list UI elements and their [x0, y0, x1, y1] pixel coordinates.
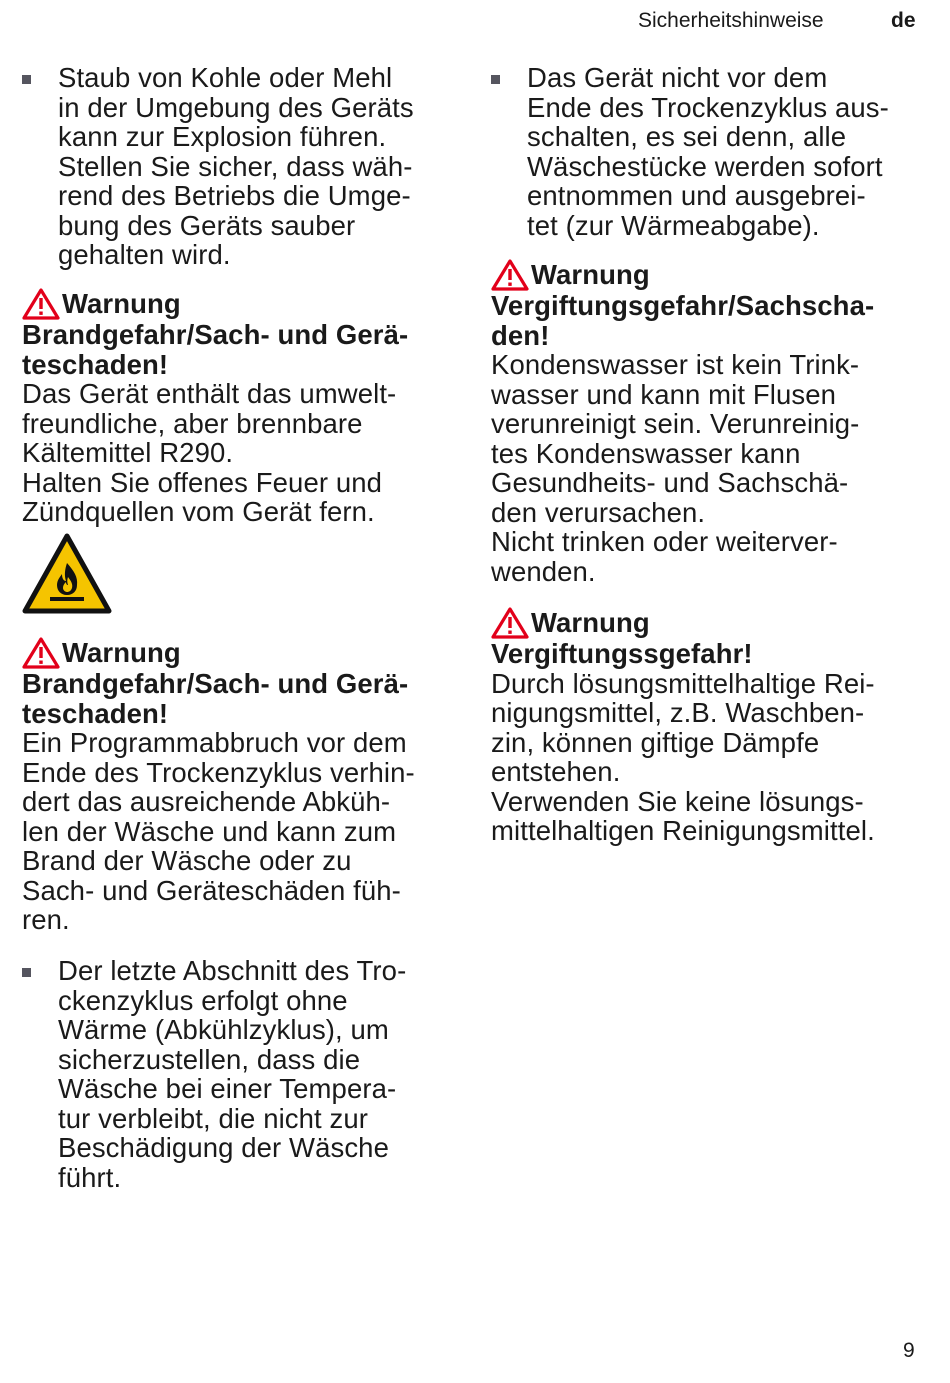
text-line: Sach- und Geräteschäden füh- [22, 874, 401, 906]
text-line: Nicht trinken oder weiterver- [491, 526, 838, 557]
text-line: Ein Programmabbruch vor dem [22, 727, 407, 758]
text-line: wasser und kann mit Flusen [491, 378, 836, 410]
text-line: tur verbleibt, die nicht zur [58, 1102, 369, 1134]
warning-title-line: Vergiftungssgefahr! [491, 638, 753, 669]
text-line: Verwenden Sie keine lösungs- [491, 785, 864, 817]
text-line: Halten Sie offenes Feuer und [22, 466, 383, 498]
warning-title-line: Vergiftungsgefahr/Sachscha- [491, 290, 875, 321]
text-line: den verursachen. [491, 496, 706, 528]
text-line: Gesundheits- und Sachschä- [491, 467, 849, 498]
warning-heading [22, 637, 452, 669]
warning-title-line: Brandgefahr/Sach- und Gerä- [22, 319, 409, 350]
text-line: Kondenswasser ist kein Trink- [491, 349, 860, 380]
text-line: Wäschestücke werden sofort [527, 150, 883, 182]
warning-label: Warnung [531, 607, 650, 639]
warning-solvents [491, 607, 921, 846]
text-line: Das Gerät nicht vor dem [527, 62, 828, 93]
warning-heading [491, 259, 921, 291]
bullet-square-icon [491, 75, 500, 84]
text-line: in der Umgebung des Geräts [58, 91, 414, 123]
bullet-cooling-cycle [22, 956, 488, 1192]
text-line: Stellen Sie sicher, dass wäh- [58, 150, 413, 182]
text-line: tet (zur Wärmeabgabe). [527, 209, 820, 241]
text-line: freundliche, aber brennbare [22, 407, 363, 439]
text-line: Wäsche bei einer Tempera- [58, 1073, 397, 1104]
warning-title-line: teschaden! [22, 348, 169, 380]
bullet-square-icon [22, 75, 31, 84]
warning-triangle-icon [22, 288, 60, 320]
text-line: Beschädigung der Wäsche [58, 1132, 389, 1163]
warning-label: Warnung [62, 637, 181, 669]
bullet-square-icon [22, 968, 31, 977]
text-line: schalten, es sei denn, alle [527, 121, 847, 152]
text-line: entstehen. [491, 756, 621, 787]
text-line: Brand der Wäsche oder zu [22, 845, 352, 876]
text-line: wenden. [491, 555, 596, 587]
warning-program-abort [22, 637, 452, 935]
text-line: entnommen und ausgebrei- [527, 180, 866, 211]
header-language: de [891, 9, 916, 32]
warning-triangle-icon [491, 259, 529, 291]
text-line: verunreinigt sein. Verunreinig- [491, 408, 860, 439]
text-line: Das Gerät enthält das umwelt- [22, 378, 397, 409]
text-line: führt. [58, 1161, 122, 1193]
bullet-coal-dust [22, 63, 488, 270]
text-line: Der letzte Abschnitt des Tro- [58, 955, 407, 986]
text-line: sicherzustellen, dass die [58, 1043, 361, 1075]
warning-title-line: den! [491, 319, 550, 351]
warning-heading [491, 607, 921, 639]
text-line: rend des Betriebs die Umge- [58, 180, 411, 211]
warning-title-line: teschaden! [22, 697, 169, 729]
text-line: tes Kondenswasser kann [491, 437, 801, 469]
text-line: gehalten wird. [58, 239, 231, 270]
warning-heading [22, 288, 452, 320]
warning-triangle-icon [22, 637, 60, 669]
text-line: Staub von Kohle oder Mehl [58, 62, 393, 93]
text-line: Wärme (Abkühlzyklus), um [58, 1014, 389, 1045]
text-line: ckenzyklus erfolgt ohne [58, 984, 348, 1016]
text-line: Ende des Trockenzyklus verhin- [22, 756, 415, 788]
text-line: Durch lösungsmittelhaltige Rei- [491, 667, 875, 699]
flammable-warning-sign-icon [22, 533, 112, 615]
text-line: bung des Geräts sauber [58, 209, 356, 241]
warning-triangle-icon [491, 607, 529, 639]
text-line: nigungsmittel, z.B. Waschben- [491, 697, 865, 728]
text-line: Kältemittel R290. [22, 437, 234, 468]
text-line: mittelhaltigen Reinigungsmittel. [491, 815, 875, 846]
text-line: dert das ausreichende Abküh- [22, 786, 391, 817]
text-line: zin, können giftige Dämpfe [491, 726, 820, 758]
text-line: kann zur Explosion führen. [58, 121, 387, 152]
text-line: Zündquellen vom Gerät fern. [22, 496, 375, 527]
warning-title-line: Brandgefahr/Sach- und Gerä- [22, 668, 409, 699]
text-line: ren. [22, 904, 70, 935]
warning-condensate [491, 259, 921, 586]
header-section-title: Sicherheitshinweise [638, 9, 824, 32]
text-line: len der Wäsche und kann zum [22, 815, 397, 847]
page-number: 9 [903, 1339, 915, 1362]
warning-refrigerant [22, 288, 452, 527]
text-line: Ende des Trockenzyklus aus- [527, 91, 889, 123]
bullet-do-not-switch-off [491, 63, 950, 240]
warning-label: Warnung [62, 288, 181, 320]
warning-label: Warnung [531, 259, 650, 291]
